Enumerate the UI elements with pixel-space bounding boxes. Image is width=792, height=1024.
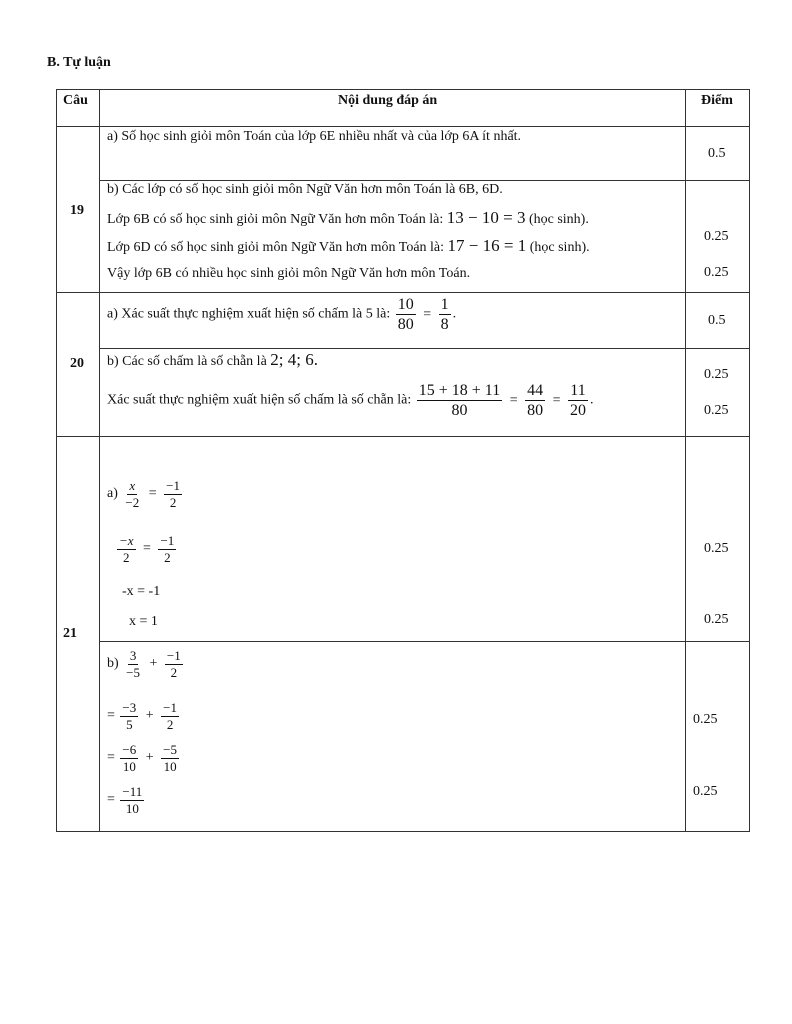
q21-b-step4-frac1-num: −11: [122, 784, 143, 799]
q21-b-step2: [107, 700, 181, 732]
header-content: Nội dung đáp án: [338, 93, 438, 108]
q21-a-step1-eq: =: [148, 486, 157, 502]
q21-b-step3-frac1-den: 10: [122, 758, 136, 774]
question-number-19: 19: [70, 203, 84, 218]
q20-part-b-line1: [107, 350, 318, 370]
q20-a-text: a) Xác suất thực nghiệm xuất hiện số chấm là 5 là:: [107, 306, 391, 322]
q21-b-step3: [107, 742, 181, 774]
q20-b-period: .: [590, 392, 594, 408]
q21-a-step3: -x = -1: [122, 584, 161, 599]
q20-a-equals: =: [423, 306, 432, 322]
q20-part-a: [107, 295, 456, 334]
q20-a-period: .: [452, 306, 457, 322]
q19-line2-text: Lớp 6B có số học sinh giỏi môn Ngữ Văn hơn môn Toán là:: [107, 212, 444, 227]
q20-part-a-score: 0.5: [708, 313, 726, 328]
q21-b-step1: [107, 648, 185, 680]
q21-b-step4-frac1-den: 10: [125, 800, 139, 816]
q20-a-fraction-1: [396, 295, 416, 334]
q21-b-step3-frac2: [161, 742, 179, 774]
q21-a-step2-frac1: [117, 533, 136, 565]
q20-b-equals-1: =: [509, 392, 518, 408]
q21-a-step2-frac1-den: 2: [123, 549, 130, 565]
q21-b-label: b): [107, 656, 119, 672]
q21-b-step1-frac2-num: −1: [166, 648, 181, 663]
row-divider-header: [56, 126, 750, 127]
q21-a-step1-frac2: [164, 478, 182, 510]
q21-b-step2-frac2: [161, 700, 179, 732]
q20-b-frac1-den: 80: [451, 402, 468, 420]
row-divider-19: [56, 292, 750, 293]
subrow-divider-19: [99, 180, 750, 181]
q21-a-step2: [115, 533, 178, 565]
subrow-divider-20: [99, 348, 750, 349]
q21-b-step1-frac1-num: 3: [129, 648, 137, 663]
q21-b-step4: [107, 784, 146, 816]
q20-part-b-score2: 0.25: [704, 403, 729, 418]
q19-line3-text: Lớp 6D có số học sinh giỏi môn Ngữ Văn hơn môn Toán là:: [107, 240, 445, 255]
q21-b-step2-frac2-den: 2: [166, 716, 174, 732]
q21-b-step4-frac1: [120, 784, 144, 816]
q21-a-step1-frac1-den: −2: [125, 494, 140, 510]
header-score: Điểm: [701, 93, 733, 108]
q20-a-frac1-den: 80: [397, 316, 414, 334]
q19-part-a: a) Số học sinh giỏi môn Toán của lớp 6E nhiều nhất và của lớp 6A ít nhất.: [107, 129, 522, 144]
q19-part-b-line1: b) Các lớp có số học sinh giỏi môn Ngữ Văn hơn môn Toán là 6B, 6D.: [107, 182, 503, 197]
q21-b-step2-frac2-num: −1: [163, 700, 177, 715]
q21-b-step1-frac1: [124, 648, 142, 680]
q20-b-line1-math: 2; 4; 6.: [270, 350, 318, 369]
q21-b-step2-eq: =: [107, 708, 115, 724]
q21-part-a-score2: 0.25: [704, 612, 729, 627]
q20-b-line1-text: b) Các số chấm là số chẵn là: [107, 354, 267, 369]
q21-b-step1-frac1-den: −5: [126, 664, 141, 680]
q19-part-a-score: 0.5: [708, 146, 726, 161]
q21-b-step3-frac1: [120, 742, 138, 774]
q21-b-step1-frac2-den: 2: [170, 664, 178, 680]
q21-b-step1-plus: +: [149, 656, 158, 672]
subrow-divider-21: [99, 641, 750, 642]
q21-b-step3-plus: +: [145, 750, 154, 766]
q21-a-step2-frac2-num: −1: [160, 533, 175, 548]
q20-b-fraction-1: [417, 381, 502, 420]
q19-line2-math: 13 − 10 = 3: [446, 208, 526, 227]
q19-line3-math: 17 − 16 = 1: [447, 236, 527, 255]
col-divider-1: [99, 89, 100, 832]
q21-part-a-score1: 0.25: [704, 541, 729, 556]
q20-b-frac2-den: 80: [527, 402, 544, 420]
col-divider-2: [685, 89, 686, 832]
q20-a-frac2-num: 1: [439, 295, 451, 315]
q19-part-b-line4: Vậy lớp 6B có nhiều học sinh giỏi môn Ngữ Văn hơn môn Toán.: [107, 266, 471, 281]
q21-a-step2-frac2: [158, 533, 176, 565]
q21-b-step4-eq: =: [107, 792, 115, 808]
row-divider-20: [56, 436, 750, 437]
q21-a-step1: [107, 478, 184, 510]
q20-b-frac2-num: 44: [525, 381, 545, 401]
q21-part-b-score1: 0.25: [693, 712, 718, 727]
q21-part-b-score2: 0.25: [693, 784, 718, 799]
q21-b-step3-frac2-num: −5: [163, 742, 177, 757]
q20-b-frac3-num: 11: [568, 381, 587, 401]
q19-line2-unit: (học sinh).: [528, 212, 589, 227]
q19-part-b-line3: [107, 236, 590, 256]
q21-b-step2-frac1: [120, 700, 138, 732]
q21-a-step2-frac1-num: −x: [119, 533, 134, 548]
q20-a-frac1-num: 10: [396, 295, 416, 315]
q20-b-fraction-3: [568, 381, 588, 420]
question-number-21: 21: [63, 626, 77, 641]
q20-b-fraction-2: [525, 381, 545, 420]
q21-a-step2-eq: =: [143, 541, 151, 557]
q21-a-label: a): [107, 486, 118, 502]
q19-line3-unit: (học sinh).: [529, 240, 590, 255]
q21-a-step1-frac2-den: 2: [169, 494, 177, 510]
q21-a-step1-frac2-num: −1: [166, 478, 180, 493]
q21-a-step4: x = 1: [129, 614, 158, 629]
q20-part-b-line2: [107, 381, 594, 420]
q20-b-frac3-den: 20: [570, 402, 586, 420]
q19-part-b-score1: 0.25: [704, 229, 729, 244]
section-heading: B. Tự luận: [47, 55, 111, 70]
q20-b-equals-2: =: [552, 392, 561, 408]
q21-b-step2-frac1-den: 5: [126, 716, 133, 732]
q20-a-frac2-den: 8: [440, 316, 449, 334]
q21-b-step3-frac1-num: −6: [122, 742, 137, 757]
q20-b-frac1-num: 15 + 18 + 11: [417, 381, 502, 401]
q21-b-step3-frac2-den: 10: [163, 758, 177, 774]
q19-part-b-score2: 0.25: [704, 265, 729, 280]
q20-a-fraction-2: [439, 295, 451, 334]
q21-b-step1-frac2: [165, 648, 183, 680]
q21-b-step2-plus: +: [145, 708, 154, 724]
q21-a-step2-frac2-den: 2: [164, 549, 171, 565]
q21-b-step3-eq: =: [107, 750, 115, 766]
q20-part-b-score1: 0.25: [704, 367, 729, 382]
header-question: Câu: [63, 93, 88, 108]
question-number-20: 20: [70, 356, 84, 371]
q19-part-b-line2: [107, 208, 589, 228]
q21-a-step1-frac1: [123, 478, 141, 510]
q21-a-step1-frac1-num: x: [129, 478, 136, 493]
q21-b-step2-frac1-num: −3: [122, 700, 137, 715]
q20-b-line2-text: Xác suất thực nghiệm xuất hiện số chấm là số chẵn là:: [107, 392, 412, 408]
